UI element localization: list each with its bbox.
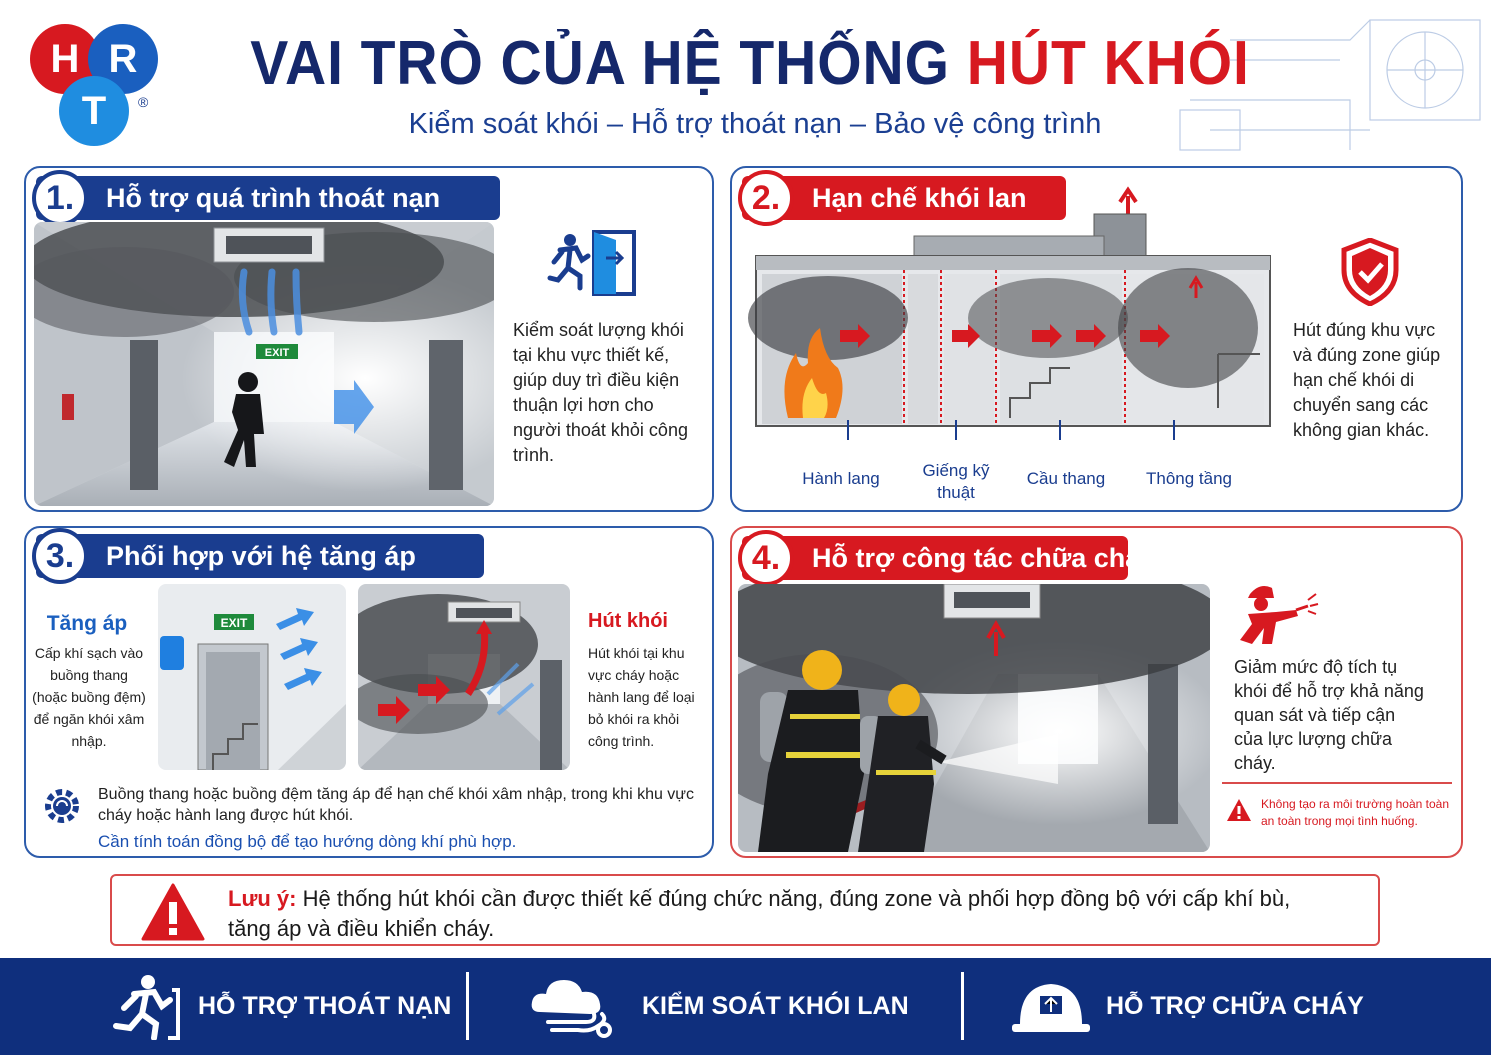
warning-alert-icon [140,882,206,942]
smoke-cloud-icon [528,974,614,1040]
footer-label-smoke: KIỂM SOÁT KHÓI LAN [642,992,909,1020]
emergency-exit-icon [546,228,638,298]
label-cau-thang: Cầu thang [1026,469,1106,488]
logo-letter-t: T [59,76,129,146]
panel4-header [742,536,1156,580]
panel3-title: Phối hợp với hệ tăng áp [106,540,416,571]
note-label: Lưu ý: [228,886,297,911]
footer-label-evacuation: HỖ TRỢ THOÁT NẠN [198,992,452,1020]
title-highlight: HÚT KHÓI [966,29,1250,98]
logo-letter-h: H [30,24,100,94]
logo-letter-r: R [88,24,158,94]
panel3-header [36,534,484,578]
warning-triangle-icon [1226,798,1252,822]
panel1-description: Kiểm soát lượng khói tại khu vực thiết kế, giúp duy trì điều kiện thuận lợi hơn cho người thoát khỏi công trình. [513,320,688,465]
panel3-bottom-text: Buồng thang hoặc buồng đệm tăng áp để hạn chế khói xâm nhập, trong khi khu vực cháy hoặc hành lang được hút khói. [98,786,695,824]
shield-check-icon [1340,238,1400,306]
stairwell-pressurization-illustration [158,584,346,770]
corridor-evacuation-illustration [34,222,494,506]
panel2-number: 2. [738,170,794,226]
footer-item-evacuation [108,958,451,1055]
corridor-exhaust-illustration [358,584,570,770]
footer-item-firefighting [1010,958,1364,1055]
footer-separator [961,972,964,1040]
hrt-logo [26,20,166,150]
footer-bar [0,958,1491,1055]
note-text [228,884,1338,944]
panel1-header [36,176,500,220]
exhaust-text: Hút khói tại khu vực cháy hoặc hành lang để loại bỏ khói ra khỏi công trình. [588,645,695,749]
panel4-divider [1222,782,1452,784]
label-hanh-lang: Hành lang [802,469,880,488]
building-section-illustration [748,178,1278,440]
panel3-exit-sign: EXIT [220,616,248,630]
note-box [110,874,1380,946]
label-gieng-ky-thuat: Giếng kỹ thuật [922,461,990,502]
panel4-number: 4. [738,530,794,586]
logo-registered-mark: ® [138,94,149,110]
running-exit-icon [108,974,180,1040]
page-subtitle: Kiểm soát khói – Hỗ trợ thoát nạn – Bảo vệ công trình [408,108,1102,140]
exhaust-title: Hút khói [588,610,668,632]
note-body: Hệ thống hút khói cần được thiết kế đúng chức năng, đúng zone và phối hợp đồng bộ với cấp khí bù, tăng áp và điều khiển cháy. [228,886,1291,941]
panel3-number: 3. [32,528,88,584]
firefighters-illustration [738,584,1210,852]
panel1-number: 1. [32,170,88,226]
footer-separator [466,972,469,1040]
page-title [226,28,1275,99]
panel1-exit-sign: EXIT [264,347,290,359]
panel2-description: Hút đúng khu vực và đúng zone giúp hạn chế khói di chuyển sang các không gian khác. [1293,320,1441,440]
gear-sync-icon [40,784,84,828]
panel1-title: Hỗ trợ quá trình thoát nạn [106,182,441,213]
footer-item-smoke [528,958,909,1055]
panel4-title: Hỗ trợ công tác chữa cháy [812,542,1156,573]
firefighter-icon [1236,580,1320,646]
label-thong-tang: Thông tầng [1145,469,1232,488]
title-main: VAI TRÒ CỦA HỆ THỐNG [250,29,950,98]
panel4-warning: Không tạo ra môi trường hoàn toàn an toàn trong mọi tình huống. [1261,797,1450,828]
panel2-title: Hạn chế khói lan [812,182,1027,213]
pressurize-text: Cấp khí sạch vào buồng thang (hoặc buồng đệm) để ngăn khói xâm nhập. [32,645,146,749]
footer-label-firefighting: HỖ TRỢ CHỮA CHÁY [1106,992,1364,1020]
panel4-description: Giảm mức độ tích tụ khói để hỗ trợ khả năng quan sát và tiếp cận của lực lượng chữa cháy. [1234,657,1424,773]
panel3-bottom-highlight: Cần tính toán đồng bộ để tạo hướng dòng khí phù hợp. [98,832,517,851]
fire-helmet-icon [1010,974,1092,1040]
pressurize-title: Tăng áp [46,612,128,635]
